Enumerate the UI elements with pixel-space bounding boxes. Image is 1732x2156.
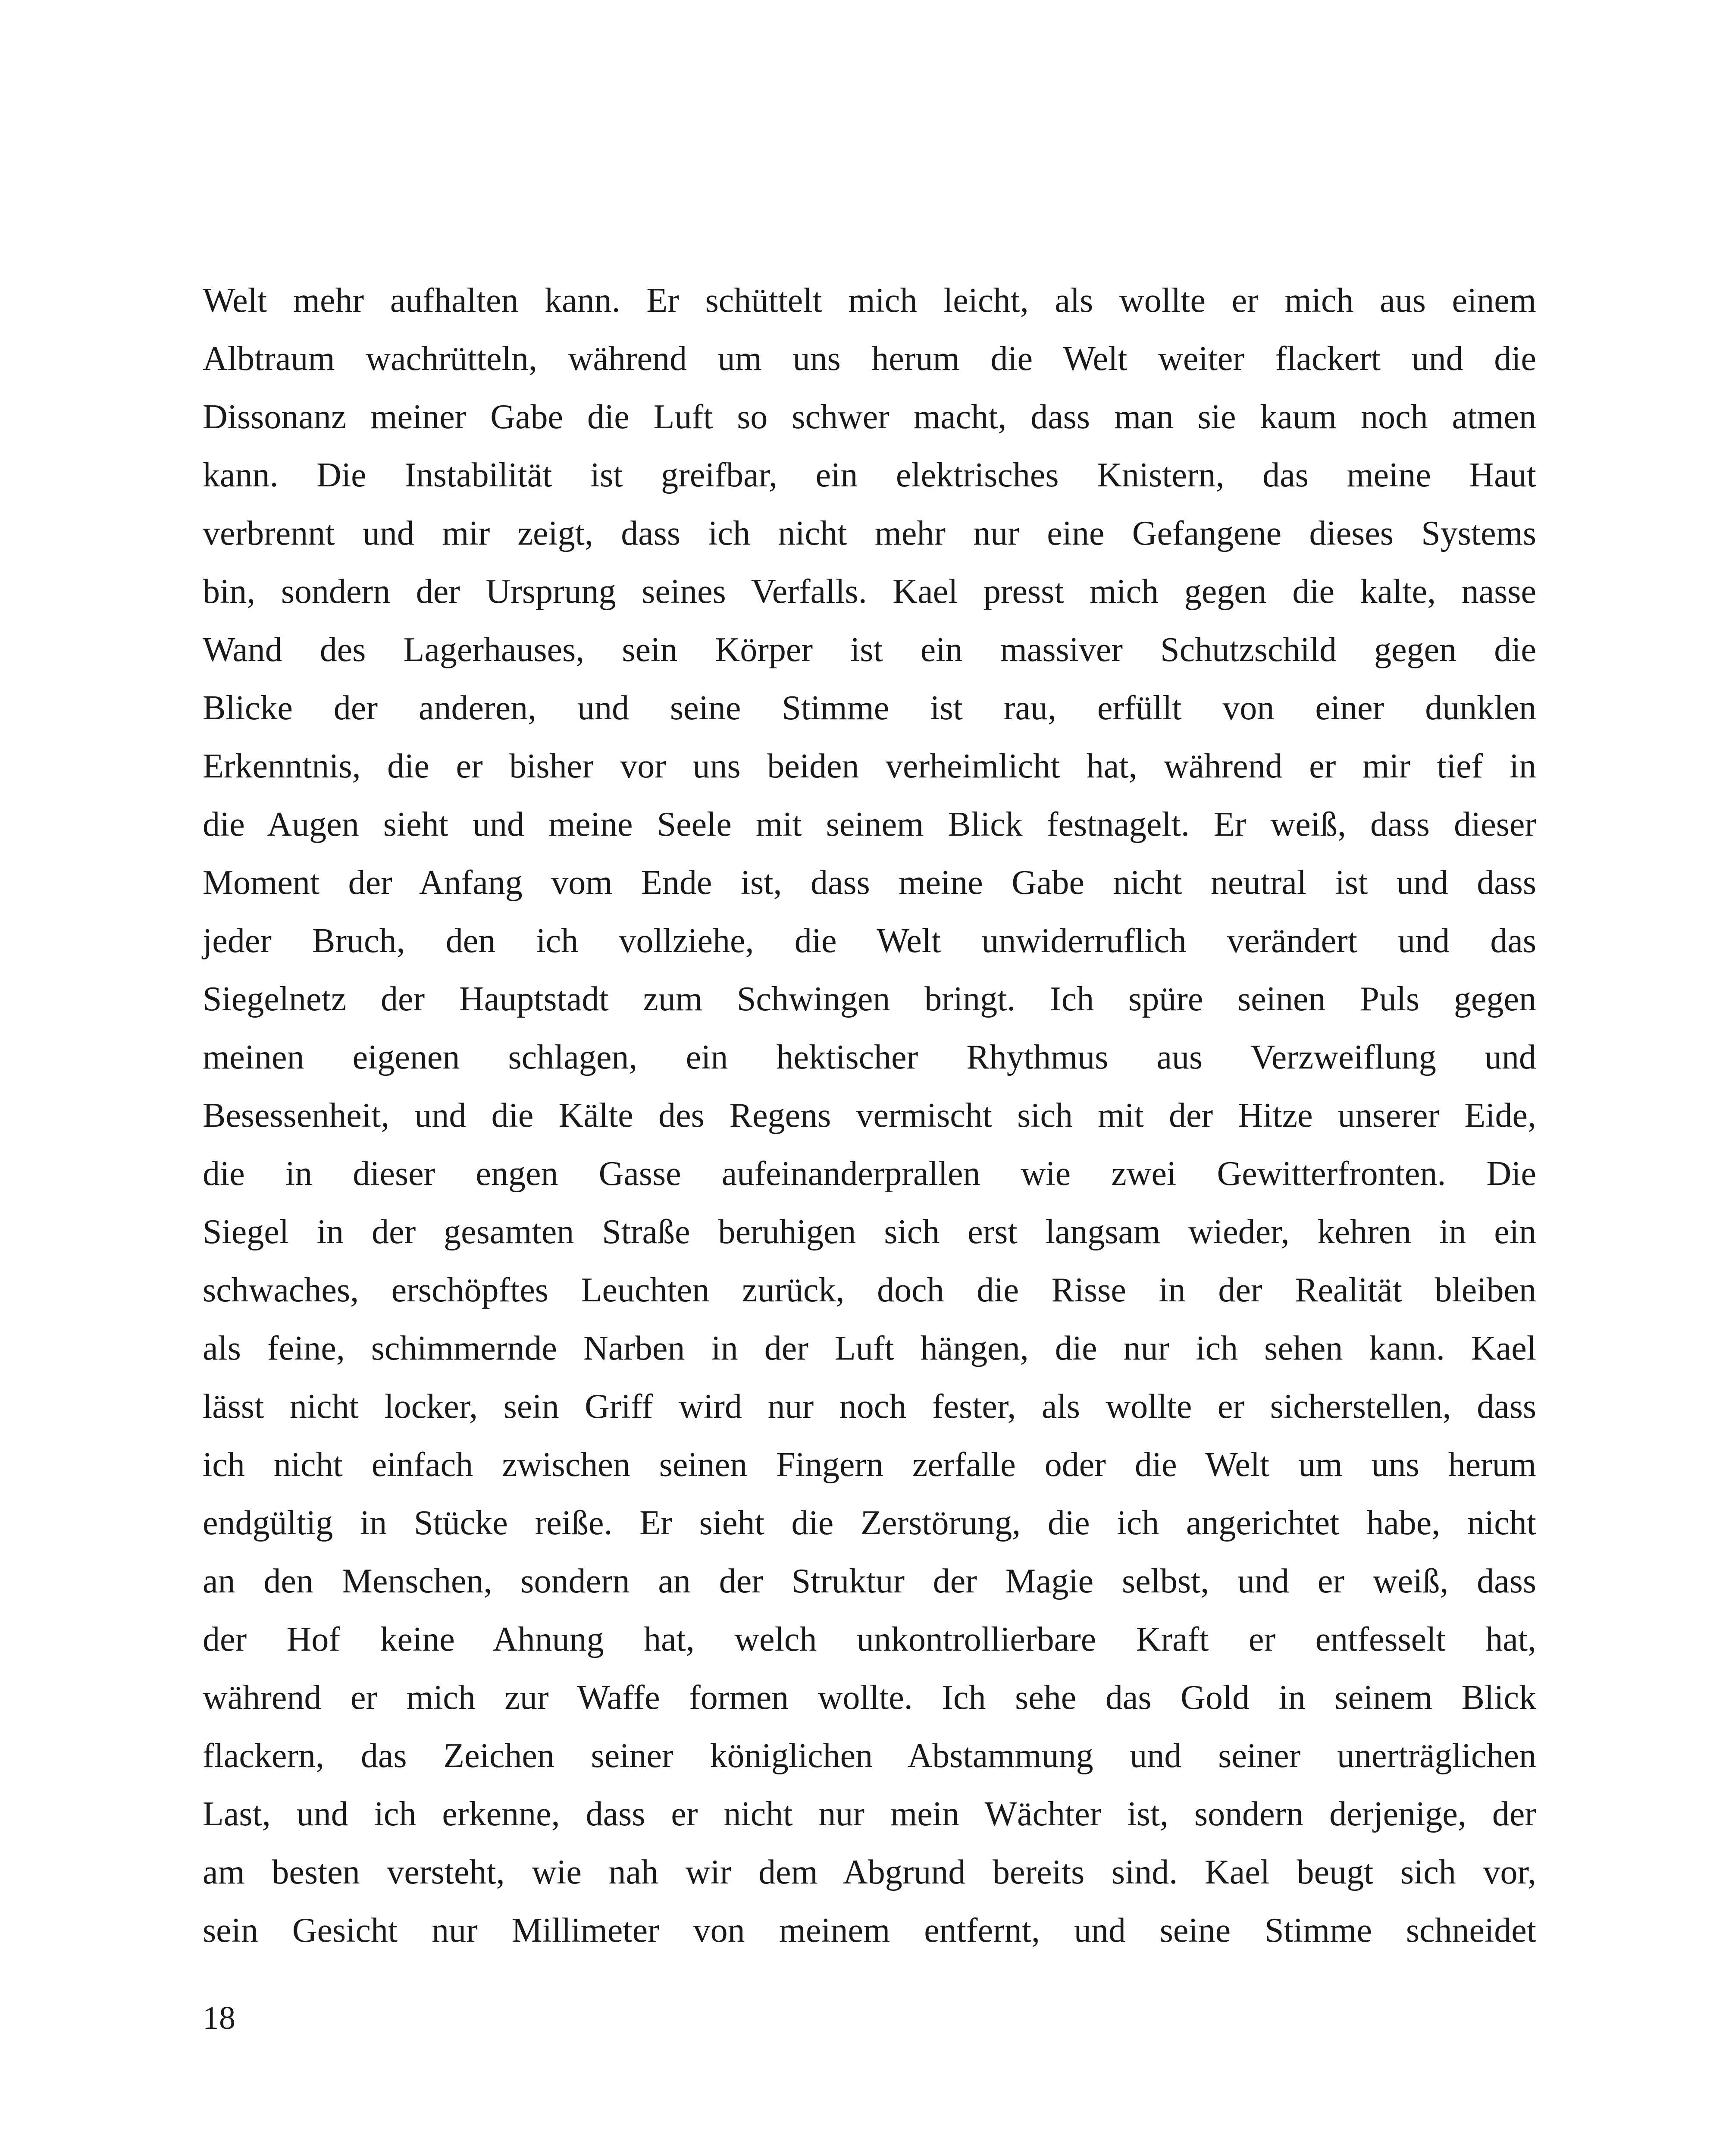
text-line: schwaches, erschöpftes Leuchten zurück, doch die Risse in der Realität bleiben [203,1271,1536,1309]
page-number: 18 [203,2000,235,2036]
text-line: als feine, schimmernde Narben in der Luft hängen, die nur ich sehen kann. Kael [203,1329,1536,1367]
text-line: Last, und ich erkenne, dass er nicht nur mein Wächter ist, sondern derjenige, der [203,1795,1536,1833]
text-line: die Augen sieht und meine Seele mit seinem Blick festnagelt. Er weiß, dass dieser [203,805,1536,843]
text-line: kann. Die Instabilität ist greifbar, ein elektrisches Knistern, das meine Haut [203,456,1536,494]
text-line: Blicke der anderen, und seine Stimme ist rau, erfüllt von einer dunklen [203,689,1536,727]
text-line: an den Menschen, sondern an der Struktur der Magie selbst, und er weiß, dass [203,1562,1536,1600]
text-line: der Hof keine Ahnung hat, welch unkontrollierbare Kraft er entfesselt hat, [203,1620,1536,1658]
text-line: meinen eigenen schlagen, ein hektischer Rhythmus aus Verzweiflung und [203,1038,1536,1076]
text-line: die in dieser engen Gasse aufeinanderprallen wie zwei Gewitterfronten. Die [203,1155,1536,1193]
text-line: Erkenntnis, die er bisher vor uns beiden verheimlicht hat, während er mir tief in [203,747,1536,785]
text-line: Wand des Lagerhauses, sein Körper ist ein massiver Schutzschild gegen die [203,631,1536,669]
text-line: verbrennt und mir zeigt, dass ich nicht mehr nur eine Gefangene dieses Systems [203,514,1536,552]
text-line: Moment der Anfang vom Ende ist, dass meine Gabe nicht neutral ist und dass [203,864,1536,902]
text-line: ich nicht einfach zwischen seinen Fingern zerfalle oder die Welt um uns herum [203,1446,1536,1484]
text-line: Siegelnetz der Hauptstadt zum Schwingen bringt. Ich spüre seinen Puls gegen [203,980,1536,1018]
text-line: Welt mehr aufhalten kann. Er schüttelt mich leicht, als wollte er mich aus einem [203,282,1536,320]
text-line: bin, sondern der Ursprung seines Verfalls. Kael presst mich gegen die kalte, nasse [203,573,1536,611]
text-line: jeder Bruch, den ich vollziehe, die Welt unwiderruflich verändert und das [203,922,1536,960]
text-line: sein Gesicht nur Millimeter von meinem entfernt, und seine Stimme schneidet [203,1912,1536,1949]
text-line: Siegel in der gesamten Straße beruhigen sich erst langsam wieder, kehren in ein [203,1213,1536,1251]
text-line: während er mich zur Waffe formen wollte. Ich sehe das Gold in seinem Blick [203,1679,1536,1717]
text-line: endgültig in Stücke reiße. Er sieht die Zerstörung, die ich angerichtet habe, nicht [203,1504,1536,1542]
text-line: Albtraum wachrütteln, während um uns herum die Welt weiter flackert und die [203,340,1536,378]
text-line: Dissonanz meiner Gabe die Luft so schwer macht, dass man sie kaum noch atmen [203,398,1536,436]
text-line: flackern, das Zeichen seiner königlichen Abstammung und seiner unerträglichen [203,1737,1536,1775]
text-line: Besessenheit, und die Kälte des Regens vermischt sich mit der Hitze unserer Eide, [203,1097,1536,1134]
body-text [203,272,1536,1960]
text-line: am besten versteht, wie nah wir dem Abgrund bereits sind. Kael beugt sich vor, [203,1853,1536,1891]
text-line: lässt nicht locker, sein Griff wird nur noch fester, als wollte er sicherstellen, dass [203,1388,1536,1426]
